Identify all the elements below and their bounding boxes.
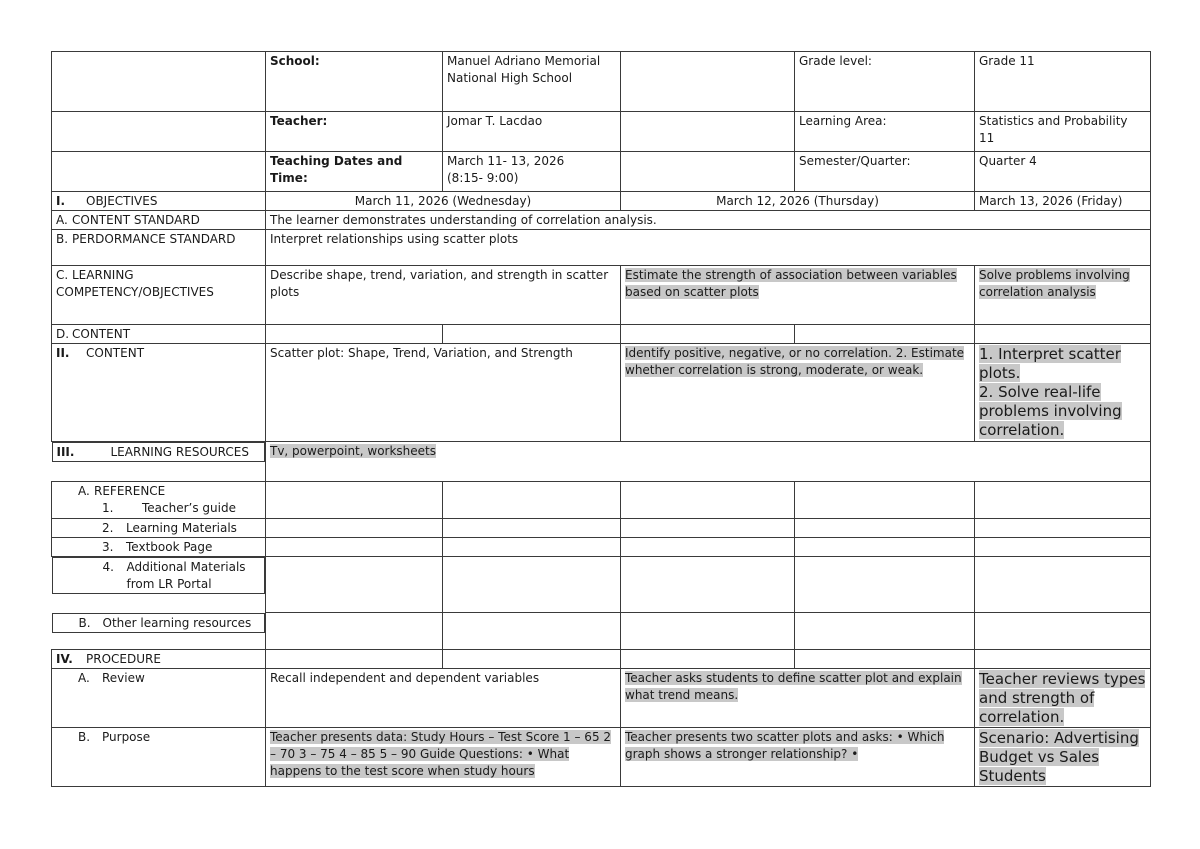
empty-cell bbox=[795, 482, 975, 519]
content-d-num: D. bbox=[56, 327, 70, 341]
empty-cell bbox=[975, 613, 1151, 650]
review-label: Review bbox=[102, 671, 145, 685]
purpose-num: B. bbox=[78, 730, 91, 744]
semester-value: Quarter 4 bbox=[975, 152, 1151, 192]
reference-row bbox=[52, 482, 1151, 519]
resources-value-cell bbox=[266, 442, 1151, 482]
content-standard-row bbox=[52, 211, 1151, 230]
school-value: Manuel Adriano Memorial National High School bbox=[443, 52, 621, 112]
purpose-label: Purpose bbox=[102, 730, 151, 744]
empty-cell bbox=[443, 325, 621, 344]
other-resources-label-cell bbox=[52, 613, 266, 633]
competency-num: C. bbox=[56, 268, 69, 282]
empty-cell bbox=[795, 325, 975, 344]
empty-cell bbox=[621, 112, 795, 152]
other-resources-label: Other learning resources bbox=[102, 615, 252, 630]
empty-cell bbox=[52, 52, 266, 112]
dates-label: Teaching Dates and Time: bbox=[266, 152, 443, 192]
purpose-label-cell bbox=[52, 728, 266, 787]
purpose-day2-cell bbox=[621, 728, 975, 787]
ref-item-3-row bbox=[52, 538, 1151, 557]
empty-cell bbox=[621, 613, 795, 650]
content-d-label: CONTENT bbox=[72, 327, 131, 341]
reference-label: REFERENCE bbox=[94, 484, 166, 498]
ref-item-4-label: Additional Materials from LR Portal bbox=[126, 560, 246, 591]
empty-cell bbox=[975, 482, 1151, 519]
empty-cell bbox=[266, 557, 443, 613]
grade-value: Grade 11 bbox=[975, 52, 1151, 112]
purpose-day3-cell bbox=[975, 728, 1151, 787]
empty-cell bbox=[621, 557, 795, 613]
performance-standard-label-cell bbox=[52, 230, 266, 266]
procedure-row bbox=[52, 650, 1151, 669]
ref-item-3-label: Textbook Page bbox=[126, 540, 213, 554]
content-d-row bbox=[52, 325, 1151, 344]
competency-day2-cell bbox=[621, 266, 975, 325]
other-resources-num: B. bbox=[78, 615, 91, 630]
school-label: School: bbox=[266, 52, 443, 112]
ref-item-4-label-cell bbox=[52, 557, 266, 594]
dates-row bbox=[52, 152, 1151, 192]
resources-label: LEARNING RESOURCES bbox=[110, 445, 250, 459]
competency-row bbox=[52, 266, 1151, 325]
empty-cell bbox=[443, 613, 621, 650]
ref-item-1-label: Teacher’s guide bbox=[142, 501, 236, 515]
competency-day1: Describe shape, trend, variation, and strength in scatter plots bbox=[266, 266, 621, 325]
content-d-label-cell bbox=[52, 325, 266, 344]
empty-cell bbox=[266, 519, 443, 538]
content-standard-num: A. bbox=[56, 213, 68, 227]
teacher-label: Teacher: bbox=[266, 112, 443, 152]
content-day3-cell bbox=[975, 344, 1151, 442]
empty-cell bbox=[266, 538, 443, 557]
empty-cell bbox=[975, 519, 1151, 538]
empty-cell bbox=[795, 519, 975, 538]
purpose-row bbox=[52, 728, 1151, 787]
dll-table bbox=[51, 51, 1151, 787]
empty-cell bbox=[266, 325, 443, 344]
empty-cell bbox=[621, 325, 795, 344]
procedure-label-cell bbox=[52, 650, 266, 669]
ref-item-2-label: Learning Materials bbox=[126, 521, 237, 535]
empty-cell bbox=[621, 650, 795, 669]
review-day1: Recall independent and dependent variables bbox=[266, 669, 621, 728]
review-row bbox=[52, 669, 1151, 728]
ref-item-1-num: 1. bbox=[102, 501, 114, 515]
empty-cell bbox=[621, 519, 795, 538]
teacher-row bbox=[52, 112, 1151, 152]
ref-item-2-num: 2. bbox=[102, 521, 114, 535]
empty-cell bbox=[975, 650, 1151, 669]
content-day1: Scatter plot: Shape, Trend, Variation, and Strength bbox=[266, 344, 621, 442]
empty-cell bbox=[443, 650, 621, 669]
performance-standard-num: B. bbox=[56, 232, 69, 246]
review-day2: Teacher asks students to define scatter plot and explain what trend means. bbox=[625, 671, 962, 702]
resources-value: Tv, powerpoint, worksheets bbox=[270, 444, 437, 458]
procedure-label: PROCEDURE bbox=[86, 652, 161, 666]
performance-standard-row bbox=[52, 230, 1151, 266]
empty-cell bbox=[975, 557, 1151, 613]
objectives-day2: March 12, 2026 (Thursday) bbox=[621, 192, 975, 211]
grade-label: Grade level: bbox=[795, 52, 975, 112]
content-row bbox=[52, 344, 1151, 442]
teacher-value: Jomar T. Lacdao bbox=[443, 112, 621, 152]
performance-standard-label: PERDORMANCE STANDARD bbox=[72, 232, 236, 246]
ref-item-4-row bbox=[52, 557, 1151, 613]
purpose-day1-cell bbox=[266, 728, 621, 787]
content-standard-label-cell bbox=[52, 211, 266, 230]
competency-day3: Solve problems involving correlation analysis bbox=[979, 268, 1130, 299]
objectives-label: OBJECTIVES bbox=[86, 194, 158, 208]
empty-cell bbox=[975, 538, 1151, 557]
performance-standard-value: Interpret relationships using scatter plots bbox=[266, 230, 1151, 266]
empty-cell bbox=[795, 538, 975, 557]
content-label-cell bbox=[52, 344, 266, 442]
semester-label: Semester/Quarter: bbox=[795, 152, 975, 192]
empty-cell bbox=[621, 52, 795, 112]
empty-cell bbox=[443, 482, 621, 519]
ref-item-4-num: 4. bbox=[102, 560, 114, 574]
objectives-num: I. bbox=[56, 194, 66, 208]
empty-cell bbox=[52, 112, 266, 152]
resources-row bbox=[52, 442, 1151, 482]
empty-cell bbox=[795, 613, 975, 650]
reference-label-cell bbox=[52, 482, 266, 519]
school-row bbox=[52, 52, 1151, 112]
empty-cell bbox=[52, 152, 266, 192]
content-standard-value: The learner demonstrates understanding of correlation analysis. bbox=[266, 211, 1151, 230]
content-day2-cell bbox=[621, 344, 975, 442]
empty-cell bbox=[443, 519, 621, 538]
purpose-day1: Teacher presents data: Study Hours – Test Score 1 – 65 2 – 70 3 – 75 4 – 85 5 – 90 Guide Questions: • What happens to the test score when study hours bbox=[270, 730, 612, 778]
empty-cell bbox=[975, 325, 1151, 344]
empty-cell bbox=[621, 152, 795, 192]
competency-day3-cell bbox=[975, 266, 1151, 325]
competency-day2: Estimate the strength of association between variables based on scatter plots bbox=[625, 268, 957, 299]
empty-cell bbox=[443, 557, 621, 613]
procedure-num: IV. bbox=[56, 652, 73, 666]
review-num: A. bbox=[78, 671, 90, 685]
content-standard-label: CONTENT STANDARD bbox=[72, 213, 200, 227]
objectives-day1: March 11, 2026 (Wednesday) bbox=[266, 192, 621, 211]
objectives-day3: March 13, 2026 (Friday) bbox=[975, 192, 1151, 211]
competency-label: LEARNING COMPETENCY/OBJECTIVES bbox=[56, 268, 214, 299]
reference-num: A. bbox=[78, 484, 90, 498]
review-day2-cell bbox=[621, 669, 975, 728]
review-day3-cell bbox=[975, 669, 1151, 728]
objectives-row bbox=[52, 192, 1151, 211]
content-day3: 1. Interpret scatter plots. 2. Solve real-life problems involving correlation. bbox=[979, 345, 1122, 439]
other-resources-row bbox=[52, 613, 1151, 650]
dates-value: March 11- 13, 2026 (8:15- 9:00) bbox=[443, 152, 621, 192]
area-value: Statistics and Probability 11 bbox=[975, 112, 1151, 152]
empty-cell bbox=[443, 538, 621, 557]
empty-cell bbox=[795, 557, 975, 613]
empty-cell bbox=[621, 538, 795, 557]
empty-cell bbox=[266, 613, 443, 650]
empty-cell bbox=[621, 482, 795, 519]
purpose-day3: Scenario: Advertising Budget vs Sales Students bbox=[979, 729, 1139, 785]
ref-item-2-label-cell bbox=[52, 519, 266, 538]
content-label: CONTENT bbox=[86, 346, 145, 360]
ref-item-3-num: 3. bbox=[102, 540, 114, 554]
objectives-label-cell bbox=[52, 192, 266, 211]
review-label-cell bbox=[52, 669, 266, 728]
review-day3: Teacher reviews types and strength of correlation. bbox=[979, 670, 1146, 726]
resources-label-cell bbox=[52, 442, 266, 462]
ref-item-2-row bbox=[52, 519, 1151, 538]
content-num: II. bbox=[56, 346, 70, 360]
content-day2: Identify positive, negative, or no correlation. 2. Estimate whether correlation is strong, moderate, or weak. bbox=[625, 346, 965, 377]
empty-cell bbox=[266, 482, 443, 519]
empty-cell bbox=[795, 650, 975, 669]
area-label: Learning Area: bbox=[795, 112, 975, 152]
competency-label-cell bbox=[52, 266, 266, 325]
ref-item-3-label-cell bbox=[52, 538, 266, 557]
resources-num: III. bbox=[56, 445, 75, 459]
empty-cell bbox=[266, 650, 443, 669]
purpose-day2: Teacher presents two scatter plots and asks: • Which graph shows a stronger relationship? • bbox=[625, 730, 945, 761]
